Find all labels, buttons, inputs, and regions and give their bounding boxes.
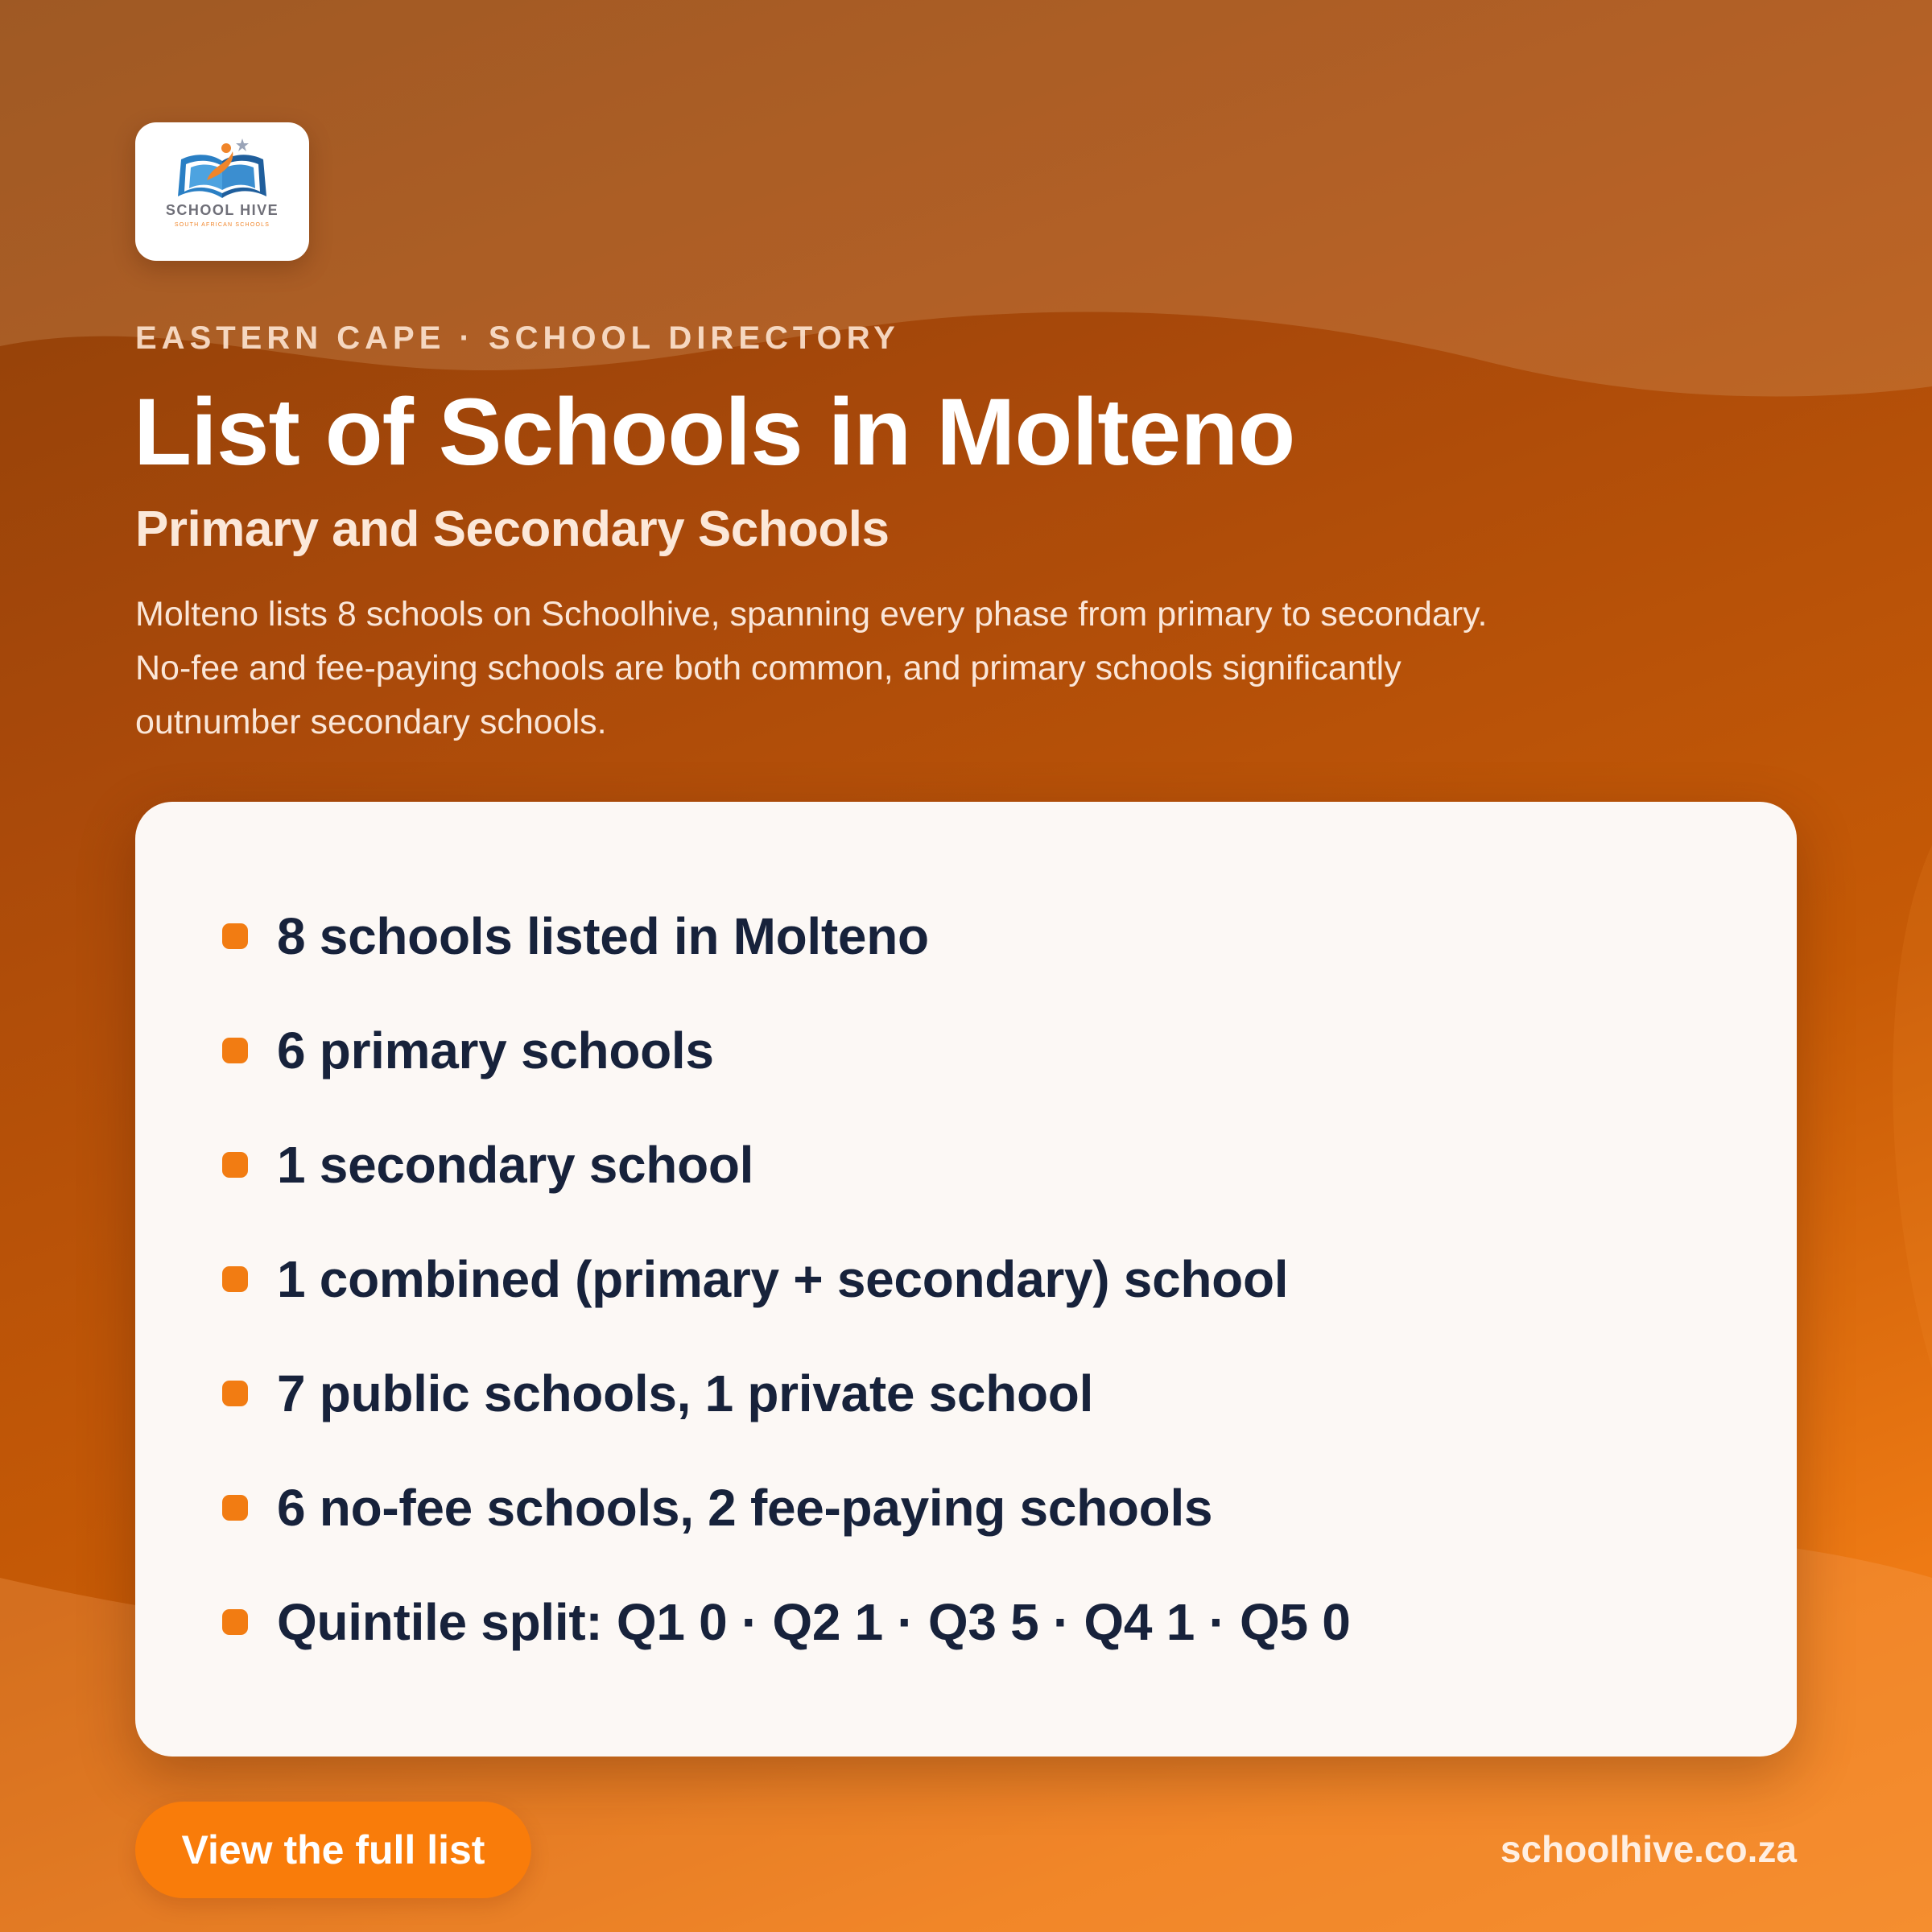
bullet-icon [222, 923, 248, 949]
bullet-icon [222, 1609, 248, 1635]
stat-text: 6 no-fee schools, 2 fee-paying schools [277, 1479, 1213, 1537]
stat-item-primary-schools [222, 993, 1351, 1108]
stat-text: Quintile split: Q1 0 · Q2 1 · Q3 5 · Q4 1 · Q5 0 [277, 1593, 1351, 1651]
website-url[interactable]: schoolhive.co.za [1500, 1828, 1797, 1870]
stat-text: 7 public schools, 1 private school [277, 1364, 1094, 1422]
logo-wordmark: SCHOOL HIVE [165, 202, 279, 218]
bullet-icon [222, 1381, 248, 1406]
stat-text: 6 primary schools [277, 1022, 714, 1080]
bullet-icon [222, 1152, 248, 1178]
page-subtitle: Primary and Secondary Schools [135, 502, 890, 557]
stat-text: 1 combined (primary + secondary) school [277, 1250, 1289, 1308]
stat-text: 8 schools listed in Molteno [277, 907, 929, 965]
bullet-icon [222, 1038, 248, 1063]
stats-list [222, 879, 1351, 1679]
stat-item-fee-status [222, 1451, 1351, 1565]
region-eyebrow: EASTERN CAPE · SCHOOL DIRECTORY [135, 320, 900, 356]
stat-item-combined-schools [222, 1222, 1351, 1336]
stat-text: 1 secondary school [277, 1136, 754, 1194]
stat-item-secondary-schools [222, 1108, 1351, 1222]
logo-tagline: SOUTH AFRICAN SCHOOLS [174, 222, 270, 228]
stat-item-quintile-split [222, 1565, 1351, 1679]
stat-item-public-private [222, 1336, 1351, 1451]
view-full-list-button[interactable]: View the full list [135, 1802, 531, 1898]
stats-card [135, 802, 1797, 1757]
bullet-icon [222, 1266, 248, 1292]
page-title: List of Schools in Molteno [134, 379, 1295, 485]
page-description: Molteno lists 8 schools on Schoolhive, spanning every phase from primary to secondary. No-fee and fee-paying schools are both common, and primary schools significantly outnumber secondary schools. [135, 595, 1488, 741]
open-book-icon [162, 129, 283, 209]
stat-item-total-schools [222, 879, 1351, 993]
bullet-icon [222, 1495, 248, 1521]
school-hive-logo [135, 122, 309, 261]
